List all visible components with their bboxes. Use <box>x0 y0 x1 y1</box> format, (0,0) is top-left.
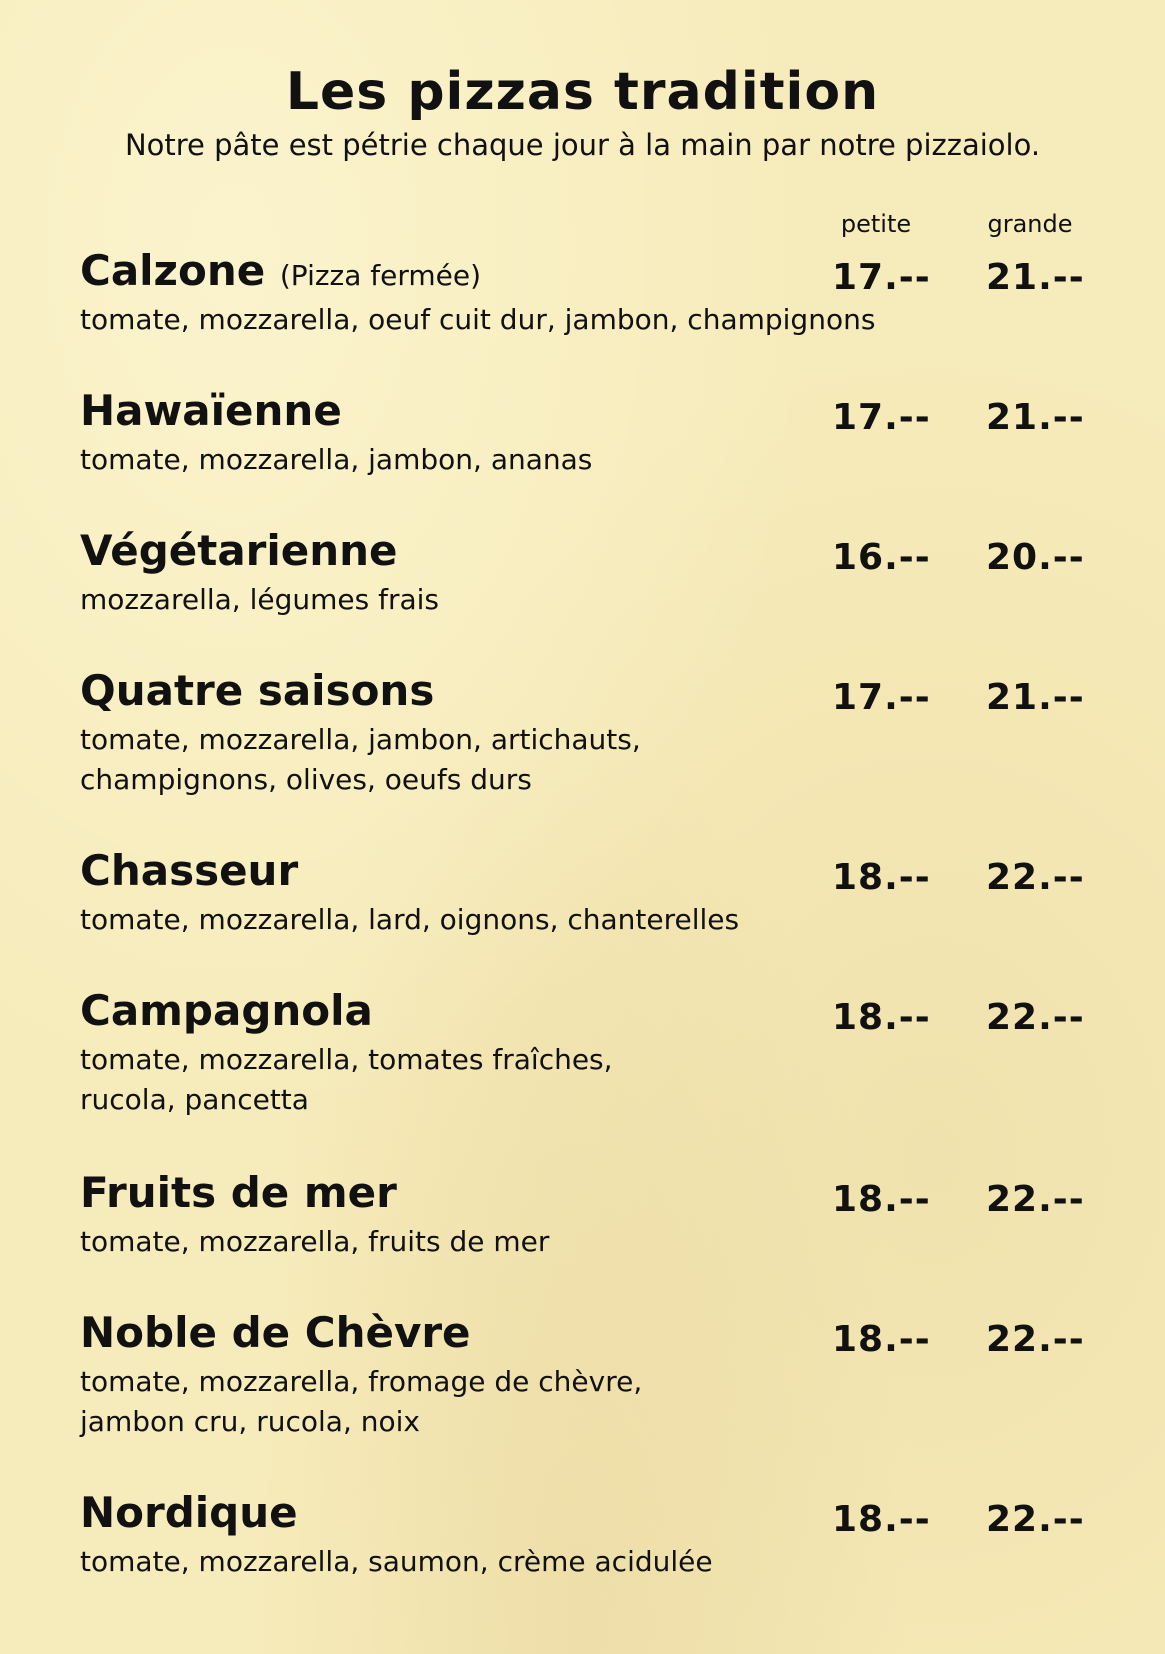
menu-item <box>80 1488 1090 1582</box>
menu-item <box>80 1308 1090 1442</box>
price-grande: 21.-- <box>986 257 1085 298</box>
item-name: Hawaïenne <box>80 386 342 435</box>
item-name: Quatre saisons <box>80 666 435 715</box>
item-description: tomate, mozzarella, fromage de chèvre, jambon cru, rucola, noix <box>80 1365 643 1438</box>
item-description: tomate, mozzarella, lard, oignons, chanterelles <box>80 903 740 936</box>
price-grande: 22.-- <box>986 857 1085 898</box>
item-name: Calzone <box>80 246 266 295</box>
item-description: tomate, mozzarella, fruits de mer <box>80 1225 550 1258</box>
price-petite: 18.-- <box>832 1499 931 1540</box>
price-petite: 16.-- <box>832 537 931 578</box>
price-grande: 22.-- <box>986 1319 1085 1360</box>
price-petite: 18.-- <box>832 1179 931 1220</box>
item-description: tomate, mozzarella, oeuf cuit dur, jambon, champignons <box>80 303 876 336</box>
item-name: Noble de Chèvre <box>80 1308 471 1357</box>
item-description: tomate, mozzarella, saumon, crème acidulée <box>80 1545 713 1578</box>
page-title: Les pizzas tradition <box>285 62 880 122</box>
column-header-grande: grande <box>987 210 1073 238</box>
price-grande: 21.-- <box>986 397 1085 438</box>
menu-item <box>80 526 1090 620</box>
item-name: Nordique <box>80 1488 298 1537</box>
menu-item <box>80 246 1090 340</box>
price-petite: 17.-- <box>832 257 931 298</box>
menu-item <box>80 846 1090 940</box>
price-grande: 22.-- <box>986 1499 1085 1540</box>
menu-item <box>80 666 1090 800</box>
item-description: tomate, mozzarella, jambon, ananas <box>80 443 593 476</box>
menu-item <box>80 386 1090 480</box>
item-note: (Pizza fermée) <box>279 259 482 292</box>
price-petite: 18.-- <box>832 1319 931 1360</box>
menu-item <box>80 1168 1090 1262</box>
item-name: Végétarienne <box>80 526 398 575</box>
price-petite: 17.-- <box>832 677 931 718</box>
item-description: tomate, mozzarella, tomates fraîches, rucola, pancetta <box>80 1043 613 1116</box>
page-subtitle: Notre pâte est pétrie chaque jour à la main par notre pizzaiolo. <box>124 128 1041 162</box>
item-name: Chasseur <box>80 846 299 895</box>
column-header-petite: petite <box>840 210 912 238</box>
item-name: Fruits de mer <box>80 1168 397 1217</box>
item-description: mozzarella, légumes frais <box>80 583 440 616</box>
price-grande: 21.-- <box>986 677 1085 718</box>
price-petite: 18.-- <box>832 997 931 1038</box>
menu-item <box>80 986 1090 1120</box>
price-grande: 22.-- <box>986 997 1085 1038</box>
item-name: Campagnola <box>80 986 373 1035</box>
price-grande: 20.-- <box>986 537 1085 578</box>
price-petite: 17.-- <box>832 397 931 438</box>
item-description: tomate, mozzarella, jambon, artichauts, champignons, olives, oeufs durs <box>80 723 641 796</box>
price-petite: 18.-- <box>832 857 931 898</box>
price-grande: 22.-- <box>986 1179 1085 1220</box>
